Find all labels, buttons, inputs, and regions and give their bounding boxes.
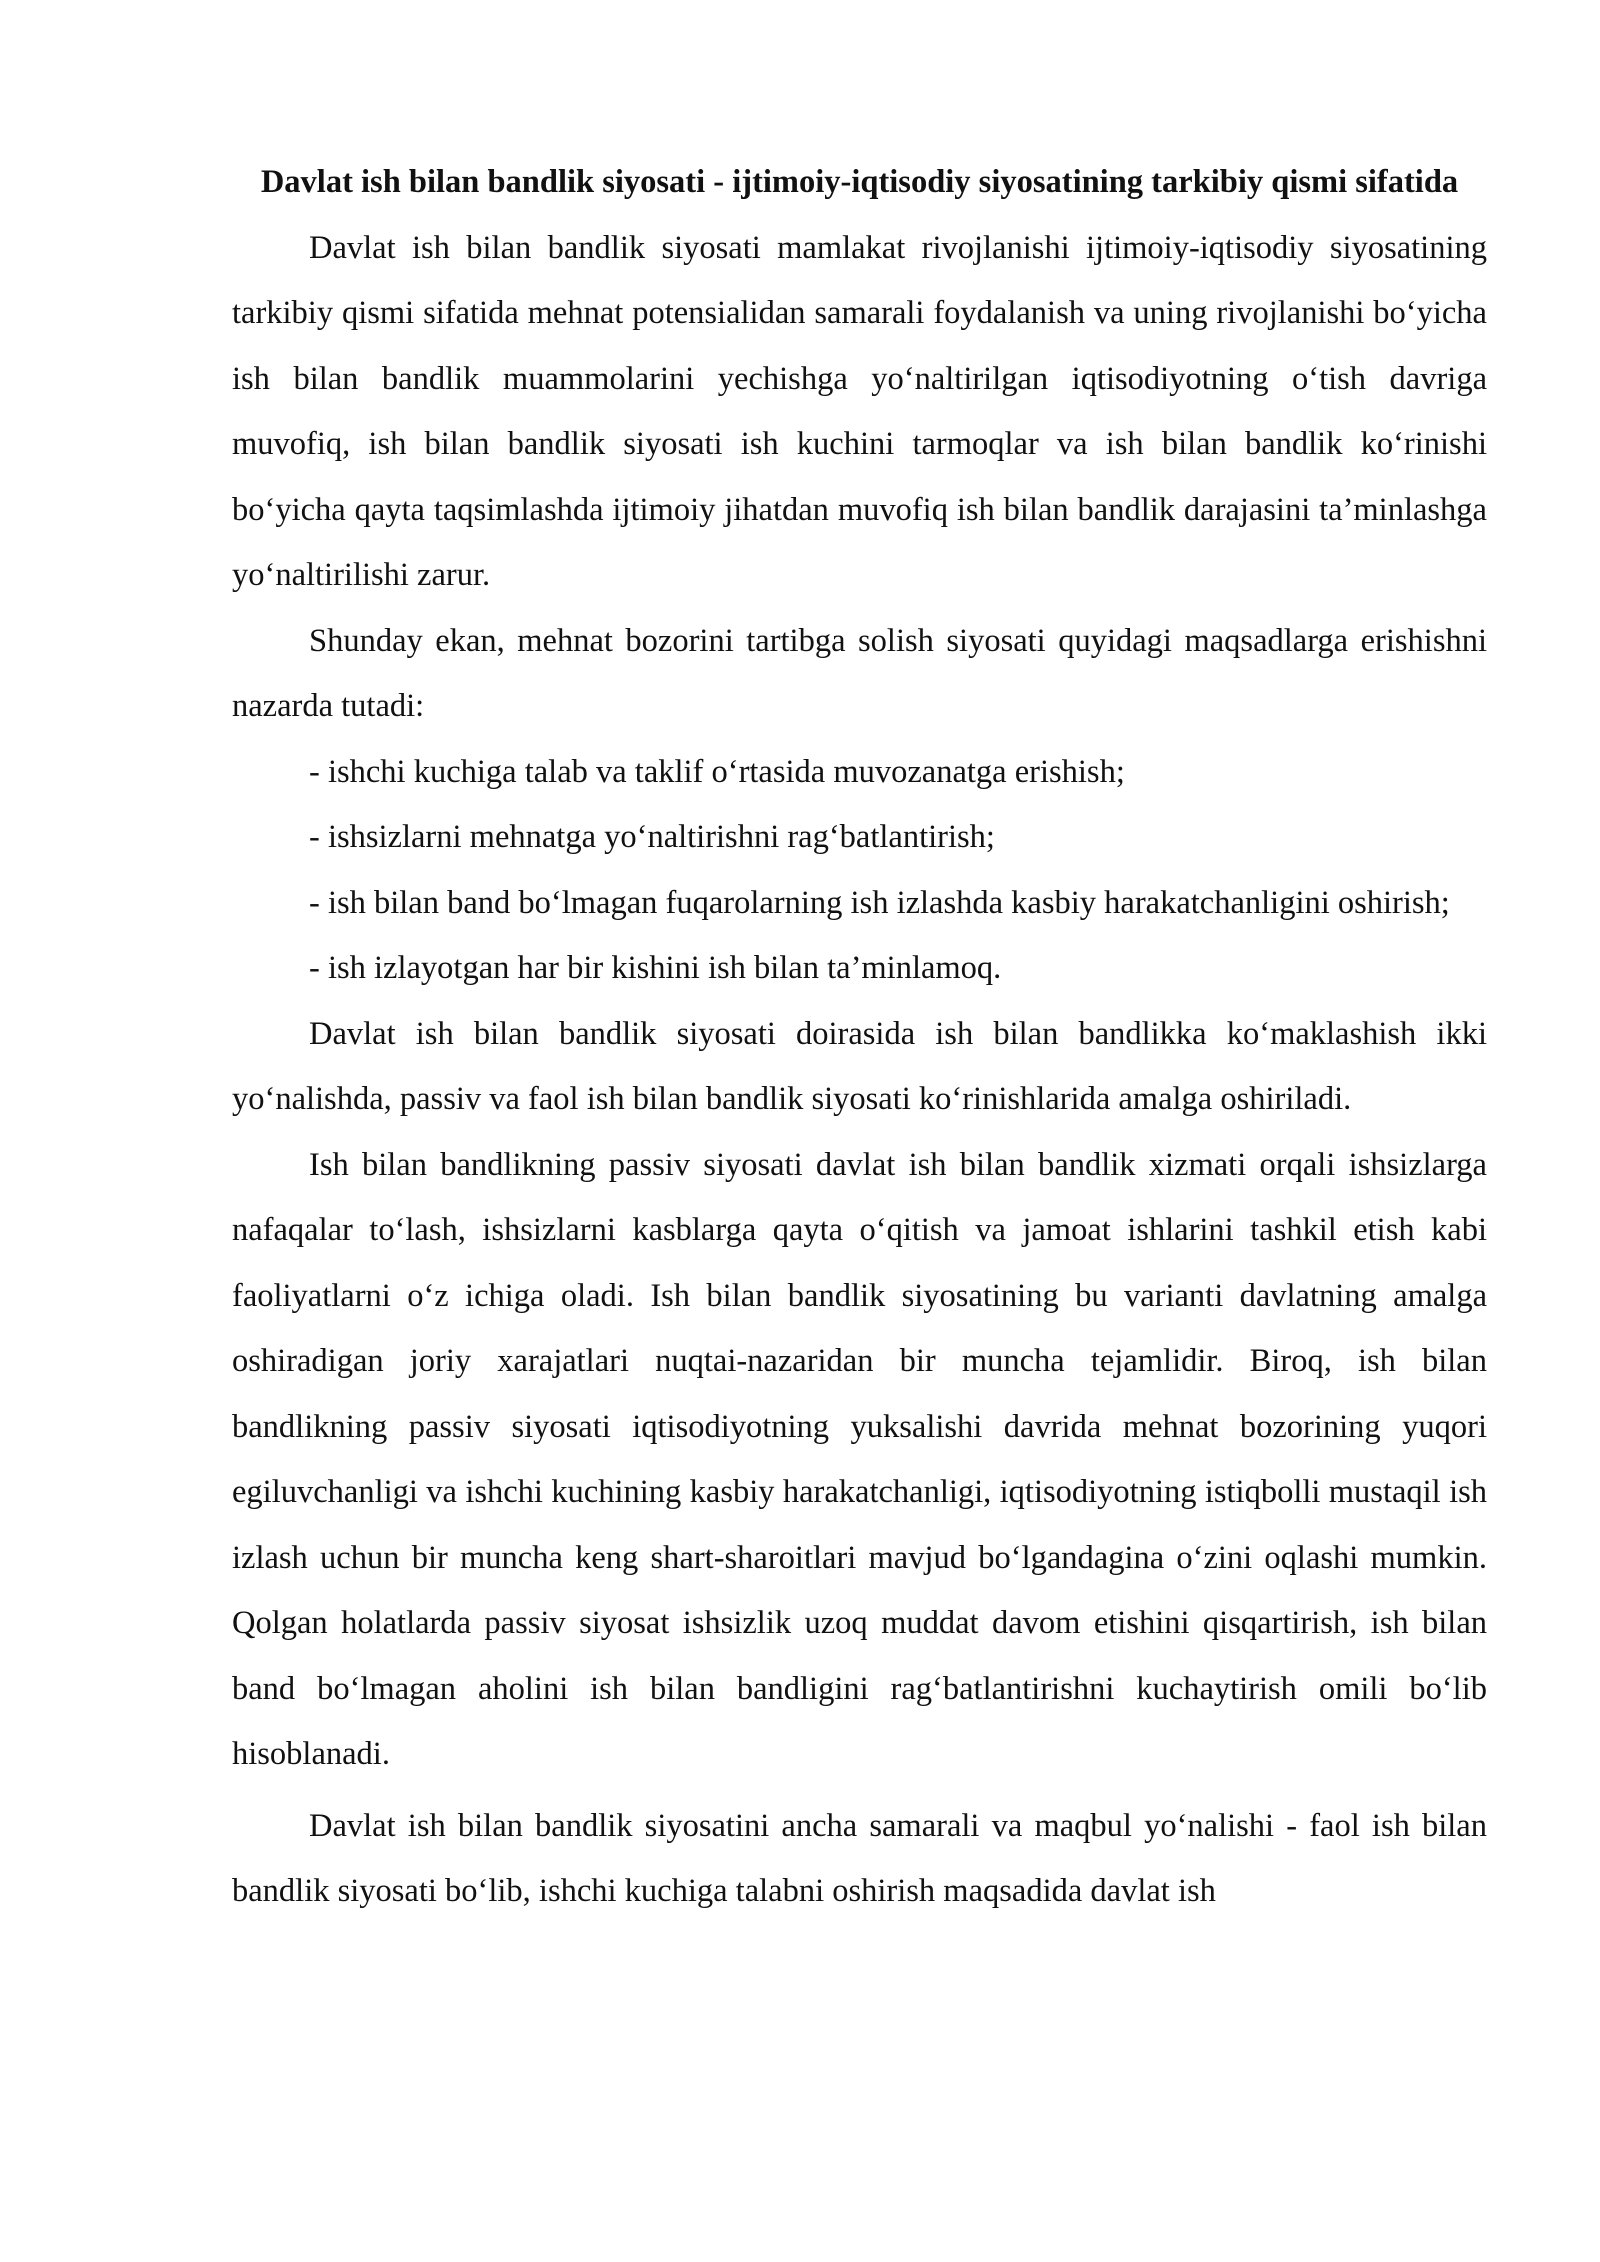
document-body — [232, 150, 1487, 1925]
goal-item: - ish bilan band bo‘lmagan fuqarolarning ish izlashda kasbiy harakatchanligini oshirish; — [309, 884, 1450, 921]
paragraph-active-policy: Davlat ish bilan bandlik siyosatini ancha samarali va maqbul yo‘nalishi - faol ish bilan bandlik siyosati bo‘lib, ishchi kuchiga talabni oshirish maqsadida davlat ish — [232, 1807, 1487, 1909]
goal-item: - ishsizlarni mehnatga yo‘naltirishni rag‘batlantirish; — [309, 819, 995, 855]
goal-item: - ishchi kuchiga talab va taklif o‘rtasida muvozanatga erishish; — [309, 753, 1125, 790]
goal-item: - ish izlayotgan har bir kishini ish bilan ta’minlamoq. — [309, 950, 1002, 986]
document-title: Davlat ish bilan bandlik siyosati - ijtimoiy-iqtisodiy siyosatining tarkibiy qismi sifatida — [260, 164, 1459, 200]
paragraph-passive-policy: Ish bilan bandlikning passiv siyosati davlat ish bilan bandlik xizmati orqali ishsizlarga nafaqalar to‘lash, ishsizlarni kasblarga qayta o‘qitish va jamoat ishlarini tashkil etish kabi faoliyatlarni o‘z ichiga oladi. Ish bilan bandlik siyosatining bu varianti davlatning amalga oshiradigan joriy xarajatlari nuqtai-nazaridan bir muncha tejamlidir. Biroq, ish bilan bandlikning passiv siyosati iqtisodiyotning yuksalishi davrida mehnat bozorining yuqori egiluvchanligi va ishchi kuchining kasbiy harakatchanligi, iqtisodiyotning istiqbolli mustaqil ish izlash uchun bir muncha keng shart-sharoitlari mavjud bo‘lgandagina o‘zini oqlashi mumkin. Qolgan holatlarda passiv siyosat ishsizlik uzoq muddat davom etishini qisqartirish, ish bilan band bo‘lmagan aholini ish bilan bandligini rag‘batlantirishni kuchaytirish omili bo‘lib hisoblanadi. — [232, 1146, 1487, 1772]
paragraph-directions: Davlat ish bilan bandlik siyosati doirasida ish bilan bandlikka ko‘maklashish ikki yo‘nalishda, passiv va faol ish bilan bandlik siyosati ko‘rinishlarida amalga oshiriladi. — [232, 1015, 1487, 1117]
paragraph-goals: Shunday ekan, mehnat bozorini tartibga solish siyosati quyidagi maqsadlarga erishishni nazarda tutadi: — [232, 622, 1487, 724]
paragraph-intro: Davlat ish bilan bandlik siyosati mamlakat rivojlanishi ijtimoiy-iqtisodiy siyosatining tarkibiy qismi sifatida mehnat potensialidan samarali foydalanish va uning rivojlanishi bo‘yicha ish bilan bandlik muammolarini yechishga yo‘naltirilgan iqtisodiyotning o‘tish davriga muvofiq, ish bilan bandlik siyosati ish kuchini tarmoqlar va ish bilan bandlik ko‘rinishi bo‘yicha qayta taqsimlashda ijtimoiy jihatdan muvofiq ish bilan bandlik darajasini ta’minlashga yo‘naltirilishi zarur. — [232, 229, 1487, 593]
